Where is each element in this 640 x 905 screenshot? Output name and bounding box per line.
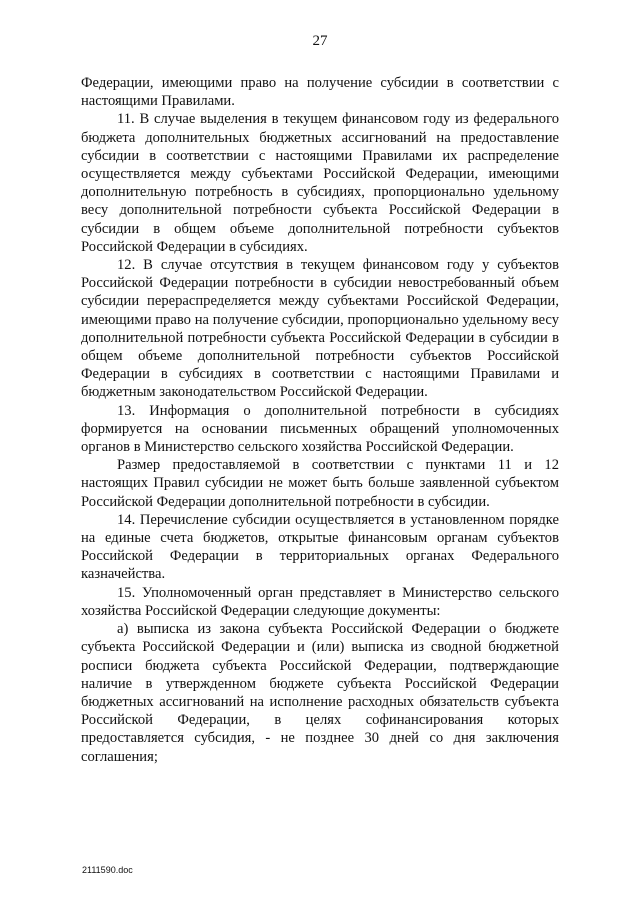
paragraph-clause-15: 15. Уполномоченный орган представляет в Министерство сельского хозяйства Российской Федерации следующие документы: [81, 584, 559, 619]
paragraph-subsidy-size: Размер предоставляемой в соответствии с пунктами 11 и 12 настоящих Правил субсидии не может быть больше заявленной субъектом Российской Федерации дополнительной потребности в субсидии. [81, 457, 559, 510]
paragraph-clause-13: 13. Информация о дополнительной потребности в субсидиях формируется на основании письменных обращений уполномоченных органов в Министерство сельского хозяйства Российской Федерации. [81, 402, 559, 456]
paragraph-continuation: Федерации, имеющими право на получение субсидии в соответствии с настоящими Правилами. [81, 75, 559, 110]
paragraph-clause-11: 11. В случае выделения в текущем финансовом году из федерального бюджета дополнительных бюджетных ассигнований на предоставление субсидии в соответствии с настоящими Правилами их распределение осуществляется между субъектами Российской Федерации, имеющими дополнительную потребность в субсидиях, пропорционально удельному весу дополнительной потребности субъекта Российской Федерации в субсидии в общем объеме дополнительной потребности субъектов Российской Федерации в субсидиях. [81, 111, 559, 255]
document-body [81, 74, 559, 766]
page-number: 27 [312, 33, 328, 49]
footer-document-code: 2111590.doc [82, 865, 133, 875]
paragraph-clause-14: 14. Перечисление субсидии осуществляется в установленном порядке на единые счета бюджетов, открытые финансовым органам субъектов Российской Федерации в территориальных органах Федерального казначейства. [81, 511, 559, 583]
paragraph-clause-12: 12. В случае отсутствия в текущем финансовом году у субъектов Российской Федерации потребности в субсидии невостребованный объем субсидии перераспределяется между субъектами Российской Федерации, имеющими право на получение субсидии, пропорционально удельному весу дополнительной потребности субъекта Российской Федерации в субсидии в общем объеме дополнительной потребности субъектов Российской Федерации в субсидиях в соответствии с настоящими Правилами и бюджетным законодательством Российской Федерации. [81, 257, 559, 401]
paragraph-clause-15a: а) выписка из закона субъекта Российской Федерации о бюджете субъекта Российской Федерации и (или) выписка из сводной бюджетной росписи бюджета субъекта Российской Федерации, подтверждающие наличие в утвержденном бюджете субъекта Российской Федерации бюджетных ассигнований на исполнение расходных обязательств субъекта Российской Федерации, в целях софинансирования которых предоставляется субсидия, - не позднее 30 дней со дня заключения соглашения; [81, 621, 559, 765]
